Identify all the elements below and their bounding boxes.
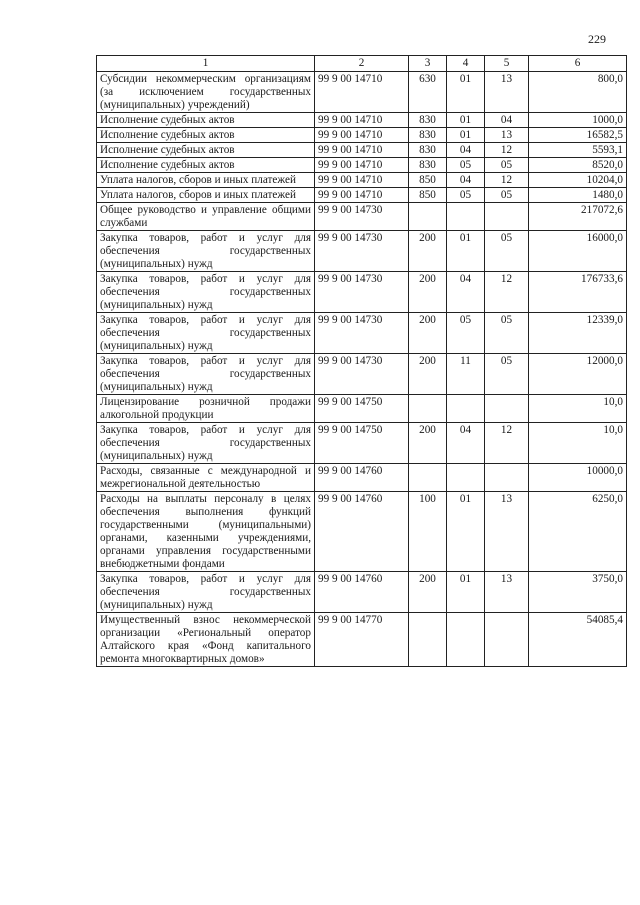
budget-table [96,55,627,667]
expense-type-cell: 100 [409,492,447,572]
expense-name-cell: Расходы на выплаты персоналу в целях обеспечения выполнения функций государственными (муниципальными) органами, казенными учреждениями, органами управления государственными внебюджетными фондами [97,492,315,572]
subsection-cell: 05 [485,158,529,173]
expense-name-cell: Общее руководство и управление общими службами [97,203,315,231]
table-row [97,464,627,492]
target-code-cell: 99 9 00 14710 [315,158,409,173]
amount-cell: 176733,6 [529,272,627,313]
amount-cell: 6250,0 [529,492,627,572]
expense-name-cell: Исполнение судебных актов [97,128,315,143]
amount-cell: 3750,0 [529,572,627,613]
column-header: 2 [315,56,409,72]
expense-type-cell [409,203,447,231]
expense-name-cell: Уплата налогов, сборов и иных платежей [97,188,315,203]
target-code-cell: 99 9 00 14760 [315,464,409,492]
column-header: 3 [409,56,447,72]
subsection-cell: 13 [485,572,529,613]
expense-type-cell: 830 [409,128,447,143]
section-cell: 04 [447,272,485,313]
amount-cell: 1480,0 [529,188,627,203]
table-row [97,272,627,313]
expense-name-cell: Исполнение судебных актов [97,113,315,128]
amount-cell: 5593,1 [529,143,627,158]
table-row [97,395,627,423]
subsection-cell: 13 [485,128,529,143]
expense-name-cell: Закупка товаров, работ и услуг для обеспечения государственных (муниципальных) нужд [97,313,315,354]
table-row [97,173,627,188]
column-header: 6 [529,56,627,72]
expense-name-cell: Лицензирование розничной продажи алкогольной продукции [97,395,315,423]
column-header: 5 [485,56,529,72]
section-cell [447,464,485,492]
amount-cell: 10,0 [529,395,627,423]
section-cell: 01 [447,72,485,113]
expense-name-cell: Закупка товаров, работ и услуг для обеспечения государственных (муниципальных) нужд [97,272,315,313]
table-body [97,72,627,667]
expense-name-cell: Закупка товаров, работ и услуг для обеспечения государственных (муниципальных) нужд [97,354,315,395]
target-code-cell: 99 9 00 14750 [315,395,409,423]
expense-name-cell: Закупка товаров, работ и услуг для обеспечения государственных (муниципальных) нужд [97,423,315,464]
target-code-cell: 99 9 00 14710 [315,143,409,158]
table-row [97,158,627,173]
target-code-cell: 99 9 00 14730 [315,354,409,395]
expense-type-cell: 200 [409,231,447,272]
expense-type-cell: 630 [409,72,447,113]
target-code-cell: 99 9 00 14710 [315,128,409,143]
expense-type-cell: 850 [409,173,447,188]
table-row [97,143,627,158]
subsection-cell: 12 [485,143,529,158]
amount-cell: 54085,4 [529,613,627,667]
subsection-cell: 04 [485,113,529,128]
subsection-cell: 05 [485,188,529,203]
section-cell [447,395,485,423]
section-cell [447,203,485,231]
expense-name-cell: Закупка товаров, работ и услуг для обеспечения государственных (муниципальных) нужд [97,572,315,613]
expense-type-cell: 200 [409,423,447,464]
table-row [97,354,627,395]
expense-name-cell: Исполнение судебных актов [97,158,315,173]
table-row [97,72,627,113]
subsection-cell [485,464,529,492]
subsection-cell [485,613,529,667]
expense-name-cell: Исполнение судебных актов [97,143,315,158]
subsection-cell [485,395,529,423]
section-cell: 01 [447,231,485,272]
section-cell: 01 [447,113,485,128]
expense-type-cell: 830 [409,143,447,158]
section-cell: 11 [447,354,485,395]
target-code-cell: 99 9 00 14760 [315,572,409,613]
subsection-cell: 12 [485,272,529,313]
table-row [97,231,627,272]
target-code-cell: 99 9 00 14730 [315,272,409,313]
expense-type-cell: 200 [409,572,447,613]
section-cell: 05 [447,313,485,354]
amount-cell: 16582,5 [529,128,627,143]
table-row [97,423,627,464]
expense-name-cell: Субсидии некоммерческим организациям (за исключением государственных (муниципальных) учреждений) [97,72,315,113]
target-code-cell: 99 9 00 14730 [315,313,409,354]
expense-type-cell: 830 [409,158,447,173]
expense-type-cell: 830 [409,113,447,128]
section-cell [447,613,485,667]
section-cell: 05 [447,188,485,203]
expense-type-cell: 850 [409,188,447,203]
expense-type-cell [409,464,447,492]
subsection-cell: 13 [485,492,529,572]
target-code-cell: 99 9 00 14730 [315,231,409,272]
section-cell: 01 [447,128,485,143]
subsection-cell: 12 [485,173,529,188]
expense-type-cell [409,613,447,667]
expense-name-cell: Закупка товаров, работ и услуг для обеспечения государственных (муниципальных) нужд [97,231,315,272]
column-header: 1 [97,56,315,72]
subsection-cell: 05 [485,354,529,395]
section-cell: 05 [447,158,485,173]
table-row [97,188,627,203]
target-code-cell: 99 9 00 14770 [315,613,409,667]
amount-cell: 10204,0 [529,173,627,188]
target-code-cell: 99 9 00 14750 [315,423,409,464]
target-code-cell: 99 9 00 14710 [315,173,409,188]
target-code-cell: 99 9 00 14710 [315,188,409,203]
table-row [97,128,627,143]
target-code-cell: 99 9 00 14730 [315,203,409,231]
table-row [97,613,627,667]
amount-cell: 8520,0 [529,158,627,173]
table-row [97,492,627,572]
column-header: 4 [447,56,485,72]
section-cell: 01 [447,572,485,613]
subsection-cell: 13 [485,72,529,113]
amount-cell: 217072,6 [529,203,627,231]
expense-type-cell: 200 [409,313,447,354]
amount-cell: 10000,0 [529,464,627,492]
target-code-cell: 99 9 00 14710 [315,113,409,128]
subsection-cell: 05 [485,231,529,272]
amount-cell: 12000,0 [529,354,627,395]
subsection-cell: 12 [485,423,529,464]
expense-name-cell: Имущественный взнос некоммерческой организации «Региональный оператор Алтайского края «Фонд капитального ремонта многоквартирных домов» [97,613,315,667]
expense-type-cell [409,395,447,423]
amount-cell: 16000,0 [529,231,627,272]
amount-cell: 12339,0 [529,313,627,354]
section-cell: 04 [447,143,485,158]
section-cell: 04 [447,423,485,464]
page-number: 229 [588,32,606,46]
amount-cell: 800,0 [529,72,627,113]
table-row [97,113,627,128]
target-code-cell: 99 9 00 14710 [315,72,409,113]
table-row [97,203,627,231]
table-row [97,313,627,354]
subsection-cell [485,203,529,231]
expense-name-cell: Уплата налогов, сборов и иных платежей [97,173,315,188]
subsection-cell: 05 [485,313,529,354]
table-header-row [97,56,627,72]
expense-name-cell: Расходы, связанные с международной и межрегиональной деятельностью [97,464,315,492]
amount-cell: 10,0 [529,423,627,464]
expense-type-cell: 200 [409,354,447,395]
amount-cell: 1000,0 [529,113,627,128]
section-cell: 04 [447,173,485,188]
section-cell: 01 [447,492,485,572]
table-row [97,572,627,613]
expense-type-cell: 200 [409,272,447,313]
target-code-cell: 99 9 00 14760 [315,492,409,572]
